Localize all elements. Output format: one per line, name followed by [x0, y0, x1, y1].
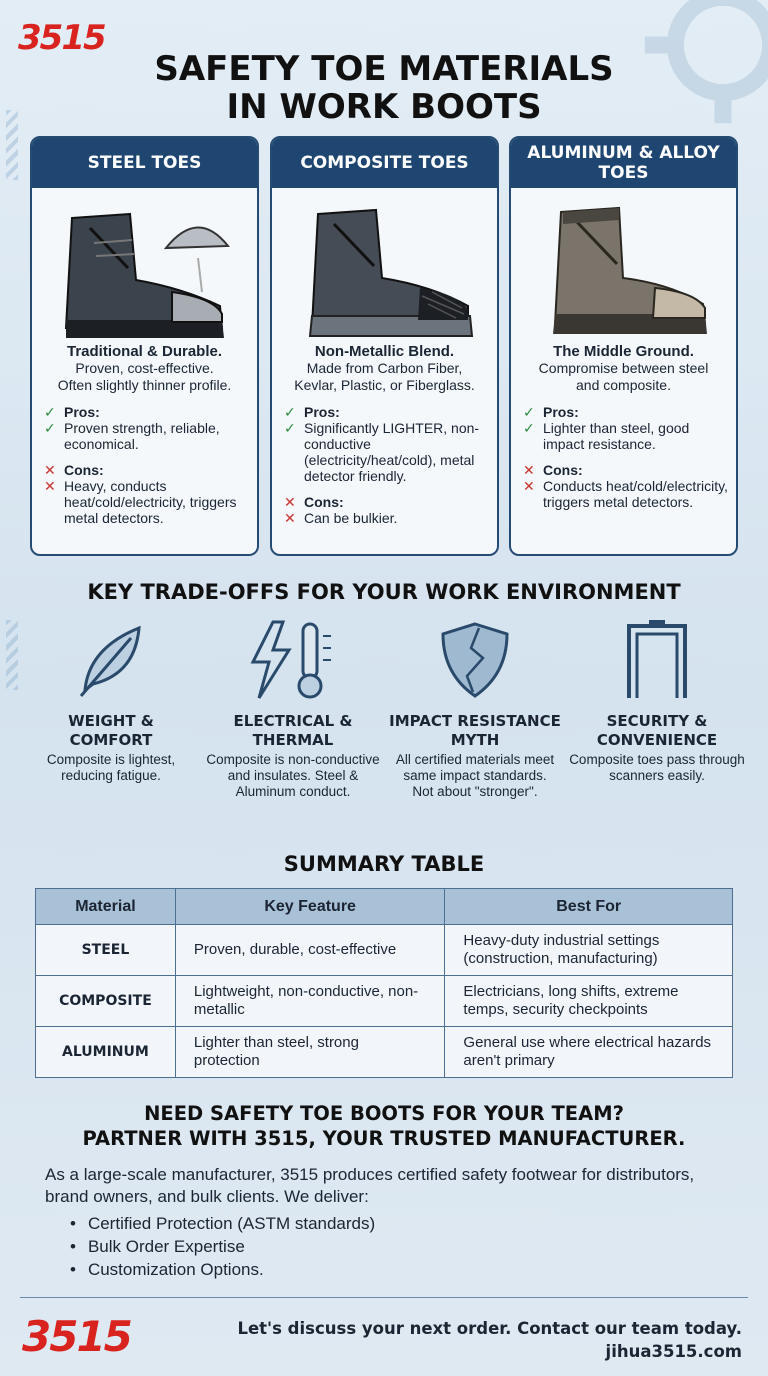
cons-text: Heavy, conducts heat/cold/electricity, triggers metal detectors.: [64, 478, 237, 526]
pros-text: Significantly LIGHTER, non-conductive (electricity/heat/cold), metal detector friendly.: [304, 420, 480, 484]
cons-label: Cons:: [304, 494, 344, 510]
cross-icon: ✕: [44, 462, 56, 478]
pros-label: Pros:: [64, 404, 100, 420]
table-cell: Proven, durable, cost-effective: [175, 925, 445, 976]
tradeoff-name: CONVENIENCE: [596, 731, 718, 749]
card-aluminum: [509, 136, 738, 556]
card-steel: [30, 136, 259, 556]
card-desc-1: Made from Carbon Fiber,: [306, 360, 463, 376]
material-cards: [30, 136, 738, 556]
tradeoff-weight: [20, 618, 202, 784]
title-line-2: IN WORK BOOTS: [226, 87, 542, 127]
card-desc-2: and composite.: [576, 377, 671, 393]
list-item: • Certified Protection (ASTM standards): [70, 1212, 375, 1235]
tradeoff-name: THERMAL: [252, 731, 334, 749]
table-cell: Lightweight, non-conductive, non-metallic: [175, 976, 445, 1027]
brand-logo-footer: 3515: [22, 1312, 131, 1361]
check-icon: ✓: [284, 420, 296, 436]
page-title: [0, 50, 768, 126]
card-subtitle: Traditional & Durable.: [66, 343, 223, 360]
table-cell: Lighter than steel, strong protection: [175, 1027, 445, 1078]
table-cell-material: COMPOSITE: [36, 976, 176, 1027]
pros-label: Pros:: [543, 404, 579, 420]
feather-icon: [20, 618, 202, 702]
summary-table: [35, 888, 733, 1078]
summary-heading: SUMMARY TABLE: [283, 852, 485, 876]
tradeoffs-section: [20, 618, 748, 828]
table-header: Best For: [445, 889, 733, 925]
card-desc-1: Compromise between steel: [538, 360, 709, 376]
table-row: [36, 1027, 733, 1078]
tradeoff-name: MYTH: [450, 731, 500, 749]
check-icon: ✓: [44, 404, 56, 420]
tradeoff-security: [566, 618, 748, 784]
tradeoff-name: IMPACT RESISTANCE: [389, 712, 561, 730]
composite-toe-boot-icon: [272, 188, 497, 343]
card-composite: [270, 136, 499, 556]
contact-text: Let's discuss your next order. Contact our team today.: [237, 1319, 742, 1338]
cons-label: Cons:: [64, 462, 104, 478]
footer-divider: [20, 1297, 748, 1298]
card-heading: ALUMINUM & ALLOY TOES: [511, 138, 736, 188]
table-header: Key Feature: [175, 889, 445, 925]
lightning-thermometer-icon: [202, 618, 384, 702]
brand-logo: 3515: [18, 18, 105, 58]
check-icon: ✓: [523, 420, 535, 436]
tradeoff-desc: Composite toes pass through scanners easily.: [569, 752, 745, 783]
tradeoffs-heading: KEY TRADE-OFFS FOR YOUR WORK ENVIRONMENT: [87, 580, 681, 604]
aluminum-toe-boot-icon: [511, 188, 736, 343]
table-header: Material: [36, 889, 176, 925]
cons-label: Cons:: [543, 462, 583, 478]
card-desc-2: Often slightly thinner profile.: [57, 377, 232, 393]
card-subtitle: Non-Metallic Blend.: [314, 343, 455, 360]
pros-text: Proven strength, reliable, economical.: [64, 420, 220, 452]
title-line-1: SAFETY TOE MATERIALS: [154, 49, 614, 89]
metal-detector-icon: [566, 618, 748, 702]
steel-toe-boot-icon: [32, 188, 257, 343]
list-item: • Customization Options.: [70, 1258, 375, 1281]
tradeoff-desc: Not about "stronger".: [412, 784, 538, 799]
card-desc-2: Kevlar, Plastic, or Fiberglass.: [294, 377, 475, 393]
card-subtitle: The Middle Ground.: [553, 343, 694, 360]
pros-text: Lighter than steel, good impact resistance.: [543, 420, 690, 452]
tradeoff-name: ELECTRICAL &: [233, 712, 353, 730]
card-heading: STEEL TOES: [32, 138, 257, 188]
tradeoff-desc: All certified materials meet same impact standards.: [395, 752, 555, 783]
table-cell-material: STEEL: [36, 925, 176, 976]
cross-icon: ✕: [44, 478, 56, 494]
table-cell: General use where electrical hazards aren't primary: [445, 1027, 733, 1078]
table-cell: Heavy-duty industrial settings (construction, manufacturing): [445, 925, 733, 976]
table-cell: Electricians, long shifts, extreme temps, security checkpoints: [445, 976, 733, 1027]
cracked-shield-icon: [384, 618, 566, 702]
tradeoff-name: WEIGHT &: [68, 712, 154, 730]
cross-icon: ✕: [523, 478, 535, 494]
card-desc-1: Proven, cost-effective.: [75, 360, 214, 376]
tradeoff-desc: Composite is non-conductive and insulates. Steel & Aluminum conduct.: [206, 752, 380, 799]
cons-text: Can be bulkier.: [304, 510, 398, 526]
cta-body: As a large-scale manufacturer, 3515 produces certified safety footwear for distributors, brand owners, and bulk clients. We deliver:: [45, 1165, 695, 1206]
tradeoff-name: COMFORT: [69, 731, 153, 749]
decor-stripe: [6, 620, 18, 690]
table-row: [36, 925, 733, 976]
list-item: • Bulk Order Expertise: [70, 1235, 375, 1258]
website-link[interactable]: jihua3515.com: [605, 1342, 742, 1361]
cons-text: Conducts heat/cold/electricity, triggers metal detectors.: [543, 478, 728, 510]
cross-icon: ✕: [523, 462, 535, 478]
pros-label: Pros:: [304, 404, 340, 420]
footer-contact: [237, 1317, 742, 1363]
table-cell-material: ALUMINUM: [36, 1027, 176, 1078]
tradeoff-desc: Composite is lightest, reducing fatigue.: [46, 752, 176, 783]
cta-list: [70, 1212, 375, 1281]
cross-icon: ✕: [284, 494, 296, 510]
cta-heading: [0, 1101, 768, 1151]
table-row: [36, 976, 733, 1027]
tradeoff-electrical: [202, 618, 384, 800]
tradeoff-impact: [384, 618, 566, 800]
card-heading: COMPOSITE TOES: [272, 138, 497, 188]
cta-line-2: PARTNER WITH 3515, YOUR TRUSTED MANUFACTURER.: [82, 1127, 686, 1150]
cta-line-1: NEED SAFETY TOE BOOTS FOR YOUR TEAM?: [144, 1102, 624, 1125]
check-icon: ✓: [523, 404, 535, 420]
tradeoff-name: SECURITY &: [606, 712, 708, 730]
check-icon: ✓: [284, 404, 296, 420]
check-icon: ✓: [44, 420, 56, 436]
table-header-row: [36, 889, 733, 925]
cross-icon: ✕: [284, 510, 296, 526]
